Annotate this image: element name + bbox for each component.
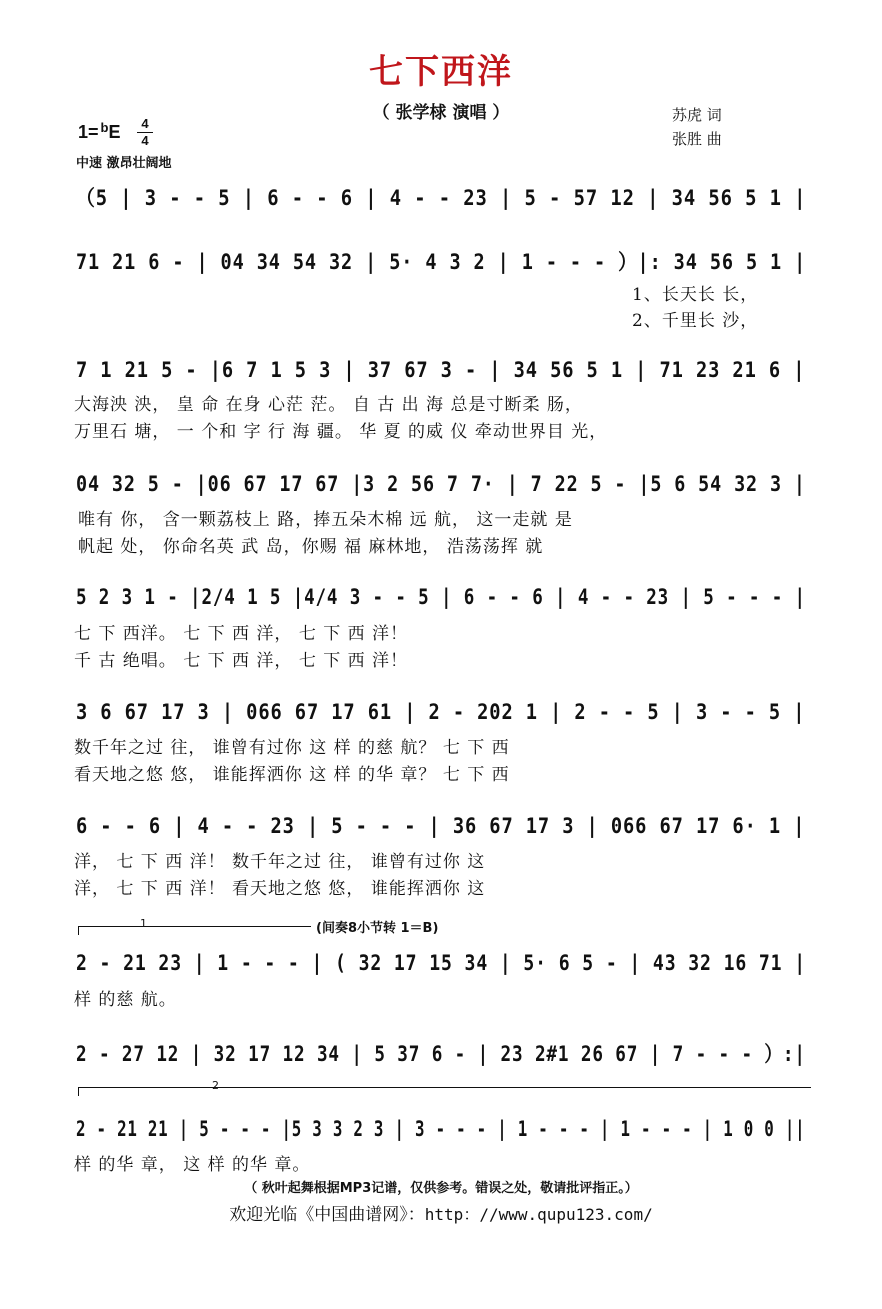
key-prefix: 1=	[78, 122, 99, 142]
site-url[interactable]: http：//www.qupu123.com/	[424, 1205, 653, 1224]
transcription-note: （ 秋叶起舞根据MP3记谱，仅供参考。错误之处，敬请批评指正。）	[244, 1181, 638, 1196]
song-title: 七下西洋	[369, 52, 513, 92]
notation-row-10: 2 - 21 21 | 5 - - - |5 3 3 2 3 | 3 - - - | 1 - - - | 1 - - - | 1 0 0 ||	[76, 1117, 806, 1141]
site-label: 欢迎光临《中国曲谱网》：	[229, 1205, 425, 1225]
lyric-row-2-verse-2: 2、千里长 沙，	[632, 311, 759, 331]
lyricist-credit: 苏虎 词	[672, 106, 722, 124]
interlude-note: (间奏8小节转 1＝B)	[316, 921, 439, 936]
lyric-row-2-verse-1: 1、长天长 长，	[632, 285, 759, 305]
time-top: 4	[141, 116, 149, 131]
lyric-row-3-verse-1: 大海泱 泱， 皇 命 在身 心茫 茫。 自 古 出 海 总是寸断柔 肠，	[74, 395, 583, 415]
time-bottom: 4	[141, 133, 149, 148]
lyric-row-7-verse-1: 洋， 七 下 西 洋！ 数千年之过 往， 谁曾有过你 这	[74, 852, 486, 872]
site-credit	[0, 1200, 882, 1225]
notation-row-7: 6 - - 6 | 4 - - 23 | 5 - - - | 36 67 17 3 | 066 67 17 6· 1 |	[76, 814, 806, 838]
lyric-row-5-verse-2: 千 古 绝唱。 七 下 西 洋， 七 下 西 洋！	[74, 651, 409, 671]
lyric-row-6-verse-1: 数千年之过 往， 谁曾有过你 这 样 的慈 航？ 七 下 西	[74, 738, 510, 758]
notation-row-3: 7 1 21 5 - |6 7 1 5 3 | 37 67 3 - | 34 56 5 1 | 71 23 21 6 |	[76, 358, 806, 382]
key-signature	[78, 122, 121, 143]
volta-2-number: 2	[212, 1079, 219, 1092]
notation-row-1: （5 | 3 - - 5 | 6 - - 6 | 4 - - 23 | 5 - 57 12 | 34 56 5 1 |	[76, 186, 807, 210]
volta-bracket-2	[78, 1087, 811, 1096]
lyric-row-10-verse-1: 样 的华 章， 这 样 的华 章。	[74, 1155, 311, 1175]
lyric-row-3-verse-2: 万里石 塘， 一 个和 字 行 海 疆。 华 夏 的威 仪 牵动世界目 光，	[74, 422, 608, 442]
volta-bracket-1	[78, 926, 311, 935]
lyric-row-7-verse-2: 洋， 七 下 西 洋！ 看天地之悠 悠， 谁能挥洒你 这	[74, 879, 486, 899]
composer-credit: 张胜 曲	[672, 130, 722, 148]
singer-credit: （ 张学梂 演唱 ）	[372, 103, 510, 123]
key-flat: b	[100, 120, 109, 135]
notation-row-6: 3 6 67 17 3 | 066 67 17 61 | 2 - 202 1 | 2 - - 5 | 3 - - 5 |	[76, 700, 806, 724]
tempo-marking: 中速 激昂壮阔地	[76, 156, 172, 171]
lyric-row-4-verse-1: 唯有 你， 含一颗荔枝上 路，捧五朵木棉 远 航， 这一走就 是	[78, 510, 573, 530]
notation-row-8: 2 - 21 23 | 1 - - - | ( 32 17 15 34 | 5· 6 5 - | 43 32 16 71 |	[76, 951, 806, 975]
notation-row-9: 2 - 27 12 | 32 17 12 34 | 5 37 6 - | 23 2#1 26 67 | 7 - - - ）:|	[76, 1042, 806, 1066]
notation-row-2: 71 21 6 - | 04 34 54 32 | 5· 4 3 2 | 1 - - - ）|: 34 56 5 1 |	[76, 250, 807, 274]
lyric-row-5-verse-1: 七 下 西洋。 七 下 西 洋， 七 下 西 洋！	[74, 624, 409, 644]
lyric-row-8-verse-1: 样 的慈 航。	[74, 990, 177, 1010]
key-note: E	[108, 122, 121, 142]
time-signature	[137, 117, 153, 148]
volta-1-number: 1	[140, 917, 147, 930]
notation-row-5: 5 2 3 1 - |2/4 1 5 |4/4 3 - - 5 | 6 - - 6 | 4 - - 23 | 5 - - - |	[76, 585, 806, 609]
notation-row-4: 04 32 5 - |06 67 17 67 |3 2 56 7 7· | 7 22 5 - |5 6 54 32 3 |	[76, 472, 806, 496]
lyric-row-4-verse-2: 帆起 处， 你命名英 武 岛，你赐 福 麻林地， 浩荡荡挥 就	[78, 537, 544, 557]
lyric-row-6-verse-2: 看天地之悠 悠， 谁能挥洒你 这 样 的华 章？ 七 下 西	[74, 765, 510, 785]
